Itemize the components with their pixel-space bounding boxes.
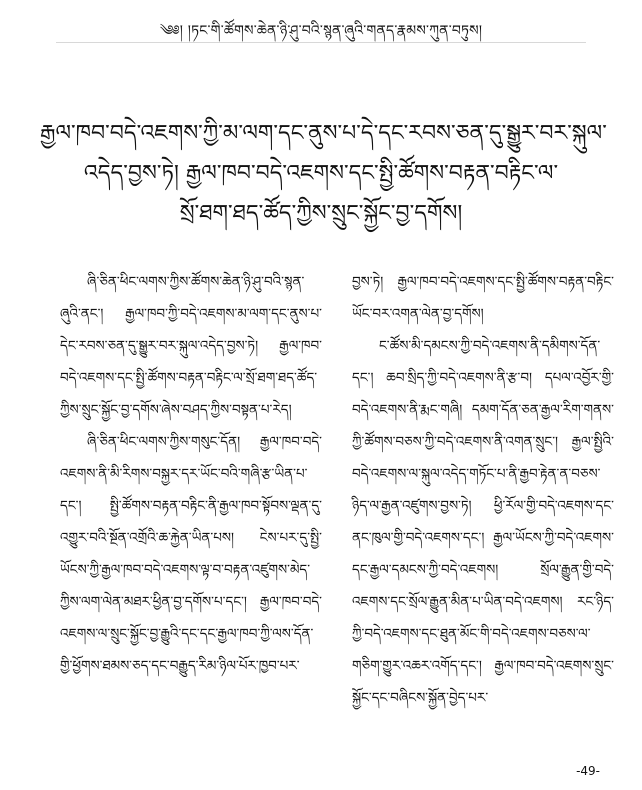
page-number: -49-: [576, 764, 600, 778]
body-paragraph: ང་ཚོས་མི་དམངས་ཀྱི་བདེ་འཇགས་ནི་དམིགས་དོན་དང་། ཆབ་སྲིད་ཀྱི་བདེ་འཇགས་ནི་རྩ་བ། དཔལ་འབྱོར་གྱི་བདེ་འཇགས་ནི་རྨང་གཞི། དམག་དོན་ཅན་རྒྱལ་རིག་གནས་ཀྱི་ཚོགས་བཅས་ཀྱི་བདེ་འཇགས་ནི་འགན་སྲུང་། རྒྱལ་སྤྱིའི་བདེ་འཇགས་ལ་སྐུལ་འདེད་གཏོང་པ་ནི་རྒྱབ་རྟེན་ན་བཅས་ཉིད་ལ་རྒྱན་འཛུགས་བྱས་ཏེ། ཕྱི་རོལ་གྱི་བདེ་འཇགས་དང་ནང་ཁུལ་གྱི་བདེ་འཇགས་དང་། རྒྱལ་ཡོངས་ཀྱི་བདེ་འཇགས་དང་རྒྱལ་དམངས་ཀྱི་བདེ་འཇགས། སྲོལ་རྒྱུན་གྱི་བདེ་འཇགས་དང་སྲོལ་རྒྱུན་མིན་པ་ཡིན་བདེ་འཇགས། རང་ཉིད་ཀྱི་བདེ་འཇགས་དང་ཐུན་མོང་གི་བདེ་འཇགས་བཅས་ལ་གཅིག་གྱུར་འཆར་འགོད་དང་། རྒྱལ་ཁབ་བདེ་འཇགས་སྲུང་སྐྱོང་དང་བཞིངས་སྐྱོན་བྱེད་པར་: [352, 338, 614, 706]
body-paragraph: ཞི་ཅིན་ཕིང་ལགས་ཀྱིས་ཚོགས་ཆེན་ཉི་ཤུ་བའི་སྙན་ཞུའི་ནང་། རྒྱལ་ཁབ་ཀྱི་བདེ་འཇགས་མ་ལག་དང་ནུས་པ་དེང་རབས་ཅན་དུ་སྒྱུར་བར་སྐུལ་འདེད་བྱས་ཏེ། རྒྱལ་ཁབ་བདེ་འཇགས་དང་སྤྱི་ཚོགས་བརྟན་བརྟིང་ལ་སྲོ་ཐག་ཐད་ཚོད་ཀྱིས་སྲུང་སྐྱོང་བྱ་དགོས་ཞེས་བཤད་ཀྱིས་བསྟན་པ་རེད།: [60, 274, 322, 418]
running-header: ༄༅། །ཏང་གི་ཚོགས་ཆེན་ཉི་ཤུ་བའི་སྙན་ཞུའི་གནད་རྣམས་ཀུན་བཏུས།: [159, 23, 483, 39]
title-line: འདེད་བྱས་ཏེ། རྒྱལ་ཁབ་བདེ་འཇགས་དང་སྤྱི་ཚོགས་བརྟན་བརྟིང་ལ་: [83, 161, 559, 186]
body-paragraph: བྱས་ཏེ། རྒྱལ་ཁབ་བདེ་འཇགས་དང་སྤྱི་ཚོགས་བརྟན་བརྟིང་ཡོང་བར་འགན་ལེན་བྱ་དགོས།: [352, 274, 614, 322]
article-title: [40, 114, 607, 234]
title-line: སྲོ་ཐག་ཐད་ཚོད་ཀྱིས་སྲུང་སྐྱོང་བྱ་དགོས།: [179, 201, 463, 226]
body-paragraph: ཞི་ཅིན་ཕིང་ལགས་ཀྱིས་གསུང་དོན། རྒྱལ་ཁབ་བདེ་འཇགས་ནི་མི་རིགས་བསྐྱར་དར་ཡོང་བའི་གཞི་རྩ་ཡིན་པ་དང་། སྤྱི་ཚོགས་བརྟན་བརྟིང་ནི་རྒྱལ་ཁབ་སྟོབས་ལྡན་དུ་འགྱུར་བའི་སྔོན་འགྲོའི་ཆ་རྐྱེན་ཡིན་པས། ངེས་པར་དུ་སྤྱི་ཡོངས་ཀྱི་རྒྱལ་ཁབ་བདེ་འཇགས་ལྟ་བ་བརྟན་འཛུགས་མེད་ཀྱིས་ལག་ལེན་མཐར་ཕྱིན་བྱ་དགོས་པ་དང་། རྒྱལ་ཁབ་བདེ་འཇགས་ལ་སྲུང་སྐྱོང་བྱ་རྒྱུའི་དང་དང་རྒྱལ་ཁབ་ཀྱི་ལས་དོན་གྱི་ཕྱོགས་ཐམས་ཅད་དང་བརྒྱུད་རིམ་ཉིལ་པོར་ཁྱབ་པར་: [60, 434, 322, 674]
right-column: [352, 266, 614, 714]
title-line: རྒྱལ་ཁབ་བདེ་འཇགས་ཀྱི་མ་ལག་དང་ནུས་པ་དེ་དང་རབས་ཅན་དུ་སྒྱུར་བར་སྐུལ་: [40, 121, 607, 146]
header-rule: [56, 42, 586, 43]
left-column: [60, 266, 322, 682]
